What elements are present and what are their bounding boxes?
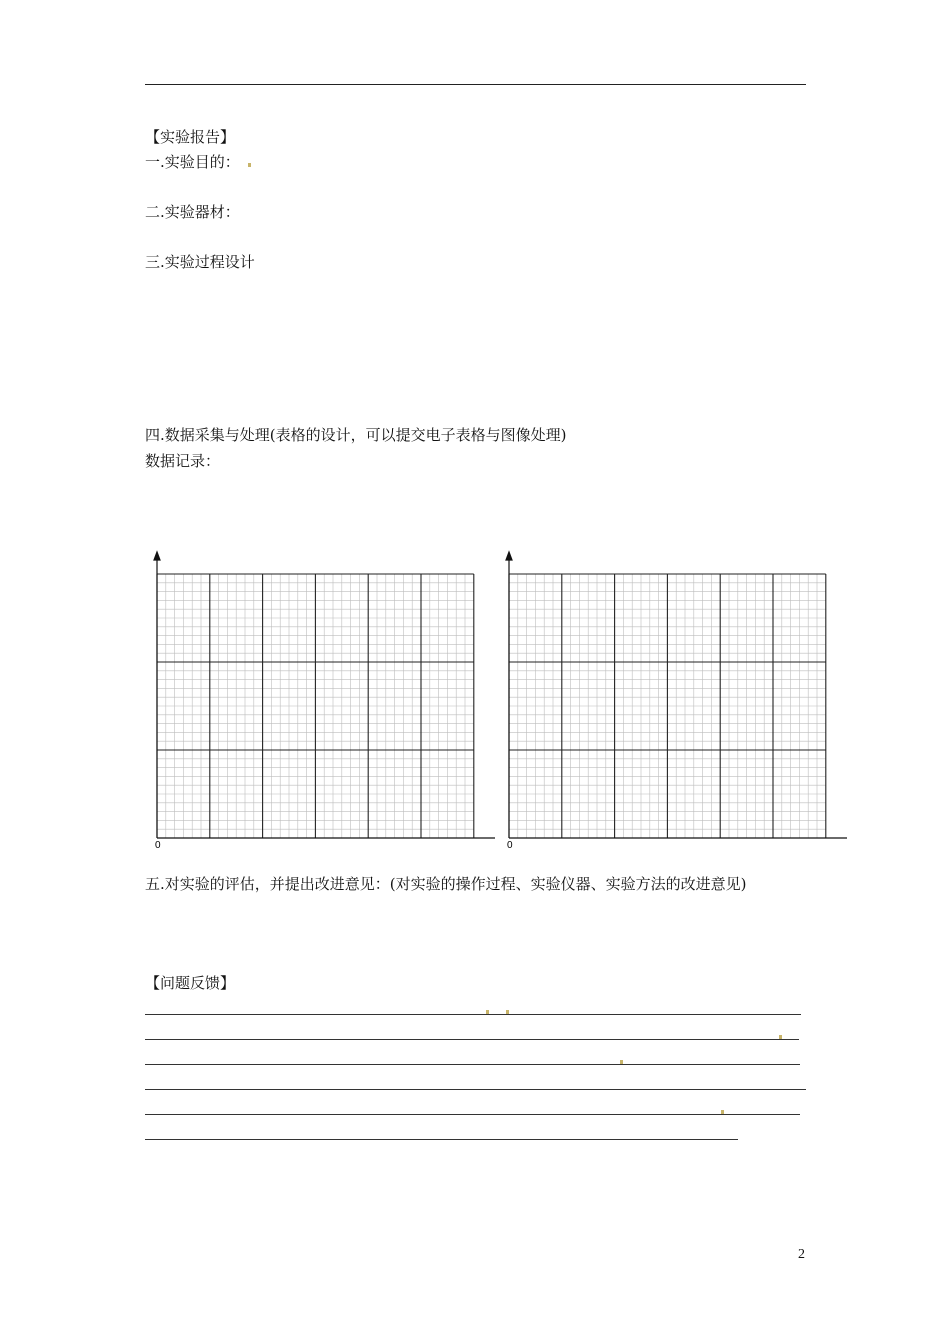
graph-left-svg xyxy=(145,548,495,853)
feedback-line xyxy=(145,1139,738,1140)
feedback-line xyxy=(145,1014,801,1015)
y-axis-arrow-icon xyxy=(154,552,160,560)
stray-mark xyxy=(506,1010,509,1014)
stray-mark xyxy=(779,1035,782,1039)
stray-mark xyxy=(620,1060,623,1064)
feedback-line xyxy=(145,1089,806,1090)
section-evaluation: 五.对实验的评估，并提出改进意见：(对实验的操作过程、实验仪器、实验方法的改进意见) xyxy=(145,875,747,893)
data-record-label: 数据记录： xyxy=(145,452,221,470)
graph-right-origin-label: 0 xyxy=(507,840,513,851)
section-purpose: 一.实验目的： xyxy=(145,153,240,171)
section-equipment: 二.实验器材： xyxy=(145,203,240,221)
page-number: 2 xyxy=(798,1247,805,1262)
y-axis-arrow-icon xyxy=(506,552,512,560)
stray-mark xyxy=(721,1110,724,1114)
graph-right-svg xyxy=(497,548,847,853)
feedback-line xyxy=(145,1039,799,1040)
header-rule xyxy=(145,84,806,85)
section-process-design: 三.实验过程设计 xyxy=(145,253,255,271)
feedback-heading: 【问题反馈】 xyxy=(145,974,236,992)
graph-paper-left xyxy=(145,548,495,857)
stray-mark xyxy=(486,1010,489,1014)
feedback-line xyxy=(145,1064,800,1065)
section-data-processing: 四.数据采集与处理(表格的设计，可以提交电子表格与图像处理) xyxy=(145,426,567,444)
graph-left-origin-label: 0 xyxy=(155,840,161,851)
feedback-line xyxy=(145,1114,800,1115)
stray-mark xyxy=(248,163,251,167)
report-heading: 【实验报告】 xyxy=(145,128,236,146)
graph-paper-right xyxy=(497,548,847,857)
